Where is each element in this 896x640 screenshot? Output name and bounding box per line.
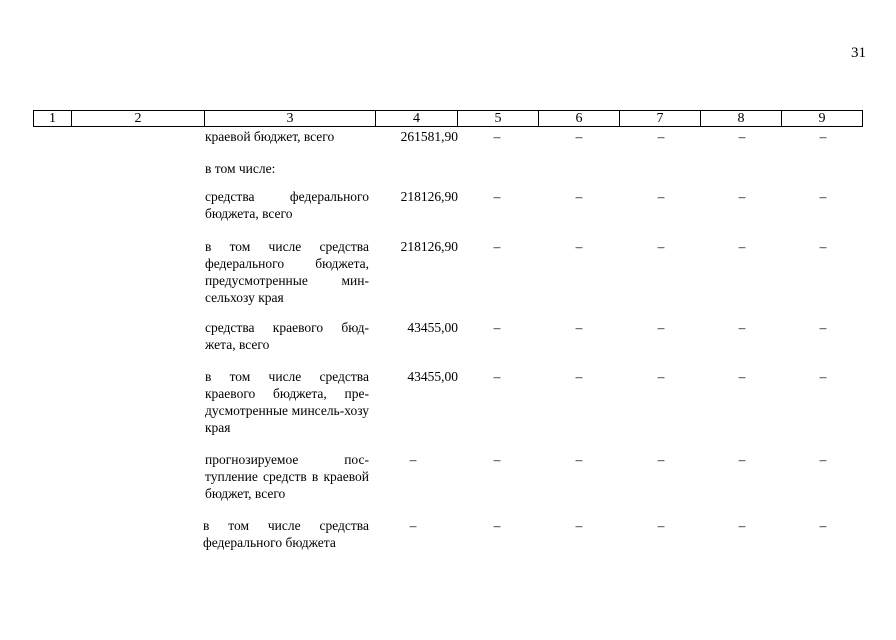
row-dash-column-6: –	[575, 239, 583, 254]
row-dash-column-8: –	[738, 320, 746, 335]
row-dash-column-6: –	[575, 518, 583, 533]
row-dash-column-8: –	[738, 239, 746, 254]
row-dash-column-5: –	[493, 452, 501, 467]
row-description: в том числе средства федерального бюджета	[203, 518, 369, 550]
row-dash-column-9: –	[819, 239, 827, 254]
column-number-header	[33, 110, 863, 127]
row-dash-column-9: –	[819, 320, 827, 335]
row-dash-column-6: –	[575, 452, 583, 467]
column-header-8: 8	[701, 111, 782, 127]
row-dash-column-6: –	[575, 129, 583, 144]
row-description: в том числе:	[205, 161, 276, 176]
row-dash-column-7: –	[657, 129, 665, 144]
row-dash-column-7: –	[657, 320, 665, 335]
row-dash-column-7: –	[657, 452, 665, 467]
row-dash-column-6: –	[575, 369, 583, 384]
row-dash-column-6: –	[575, 320, 583, 335]
column-header-5: 5	[458, 111, 539, 127]
row-dash-column-8: –	[738, 189, 746, 204]
row-value-column-4: 261581,90	[400, 129, 458, 144]
column-header-4: 4	[376, 111, 458, 127]
row-dash-column-8: –	[738, 129, 746, 144]
column-header-6: 6	[539, 111, 620, 127]
row-value-column-4: 218126,90	[400, 189, 458, 204]
row-description: средства федерального бюджета, всего	[205, 189, 369, 221]
row-dash-column-5: –	[493, 320, 501, 335]
row-description: в том числе средства федерального бюджета, предусмотренные мин-сельхозу края	[205, 239, 369, 305]
row-value-column-4: 43455,00	[407, 320, 458, 335]
row-value-column-4: 43455,00	[407, 369, 458, 384]
row-dash-column-8: –	[738, 369, 746, 384]
row-dash-column-7: –	[657, 189, 665, 204]
row-dash-column-6: –	[575, 189, 583, 204]
row-dash-column-5: –	[493, 369, 501, 384]
row-dash-column-5: –	[493, 129, 501, 144]
column-header-3: 3	[205, 111, 376, 127]
row-dash-column-7: –	[657, 518, 665, 533]
row-description: в том числе средства краевого бюджета, пре-дусмотренные минсель-хозу края	[205, 369, 369, 435]
row-dash-column-5: –	[493, 518, 501, 533]
row-dash-column-8: –	[738, 518, 746, 533]
row-dash-column-9: –	[819, 452, 827, 467]
row-description: средства краевого бюд-жета, всего	[205, 320, 369, 352]
row-dash-column-7: –	[657, 239, 665, 254]
row-value-column-4: –	[409, 518, 417, 533]
column-header-9: 9	[782, 111, 863, 127]
row-dash-column-9: –	[819, 129, 827, 144]
column-header-7: 7	[620, 111, 701, 127]
row-dash-column-7: –	[657, 369, 665, 384]
row-dash-column-5: –	[493, 239, 501, 254]
row-dash-column-5: –	[493, 189, 501, 204]
row-dash-column-8: –	[738, 452, 746, 467]
page-number: 31	[851, 45, 866, 61]
column-header-1: 1	[34, 111, 72, 127]
row-description: краевой бюджет, всего	[205, 129, 335, 144]
row-dash-column-9: –	[819, 369, 827, 384]
row-dash-column-9: –	[819, 189, 827, 204]
row-value-column-4: –	[409, 452, 417, 467]
column-header-2: 2	[72, 111, 205, 127]
row-description: прогнозируемое пос-тупление средств в краевой бюджет, всего	[205, 452, 369, 501]
row-dash-column-9: –	[819, 518, 827, 533]
row-value-column-4: 218126,90	[400, 239, 458, 254]
